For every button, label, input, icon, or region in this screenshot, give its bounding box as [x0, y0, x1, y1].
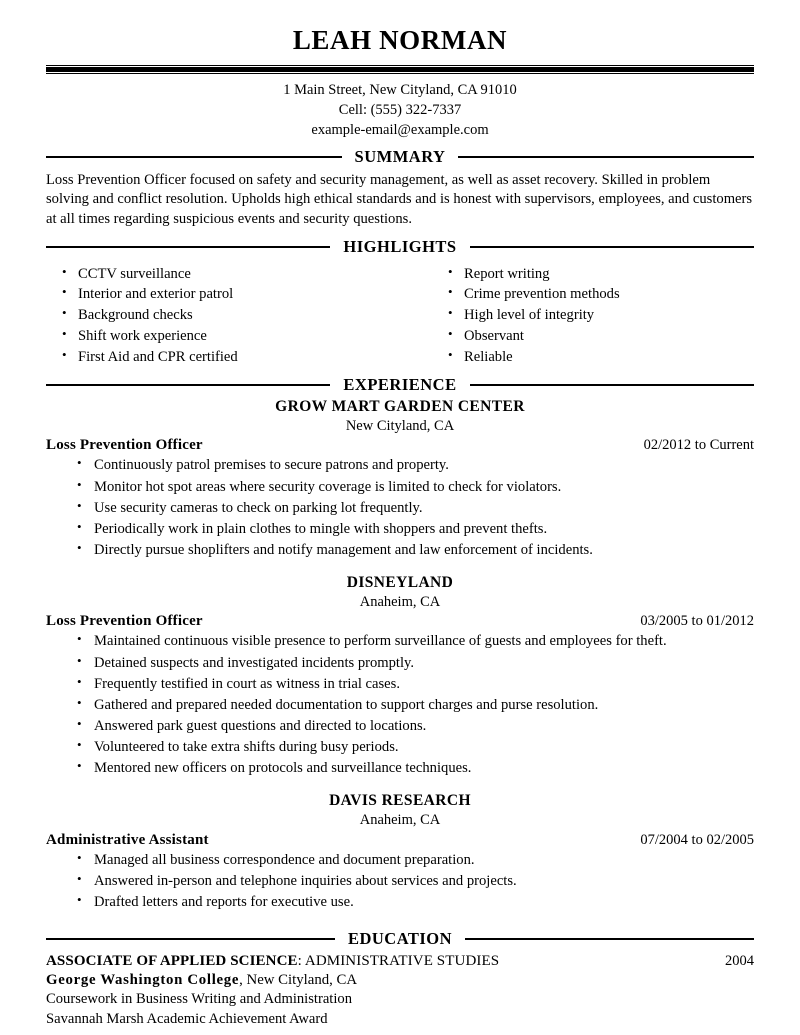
section-rule-left — [46, 938, 335, 940]
header-divider — [46, 65, 754, 74]
duties-list — [46, 850, 754, 913]
highlights-columns — [46, 261, 754, 368]
list-item: • High level of integrity — [432, 305, 754, 326]
section-title-experience: EXPERIENCE — [343, 374, 457, 394]
list-item: • Managed all business correspondence and document preparation. — [46, 850, 754, 871]
job-dates: 03/2005 to 01/2012 — [640, 613, 754, 630]
role-row — [46, 437, 754, 454]
list-item: • CCTV surveillance — [46, 264, 400, 285]
list-item: • Volunteered to take extra shifts during busy periods. — [46, 737, 754, 758]
contact-phone: Cell: (555) 322-7337 — [338, 102, 462, 118]
experience-entry — [46, 574, 754, 779]
employer-location: New Cityland, CA — [345, 417, 455, 434]
section-heading-highlights — [46, 239, 754, 256]
employer-name: DISNEYLAND — [346, 574, 454, 592]
list-item: • Reliable — [432, 347, 754, 368]
highlights-list-left — [46, 264, 400, 368]
section-rule-right — [465, 938, 754, 940]
list-item: • Background checks — [46, 305, 400, 326]
duties-list — [46, 455, 754, 561]
job-title: Administrative Assistant — [46, 831, 209, 848]
role-row — [46, 613, 754, 630]
list-item: • Answered park guest questions and directed to locations. — [46, 716, 754, 737]
school-location: , New Cityland, CA — [239, 971, 358, 988]
list-item: • Answered in-person and telephone inquiries about services and projects. — [46, 871, 754, 892]
list-item: • Use security cameras to check on parking lot frequently. — [46, 498, 754, 519]
highlights-list-right — [432, 264, 754, 368]
highlights-column-right — [400, 264, 754, 368]
section-rule-right — [458, 156, 754, 158]
employer-name: GROW MART GARDEN CENTER — [275, 398, 525, 416]
education-coursework: Coursework in Business Writing and Administration — [46, 990, 353, 1007]
summary-text: Loss Prevention Officer focused on safety and security management, as well as asset recovery. Skilled in problem solving and conflict resolution. Upholds high ethical standards and is honest with supervisors, employees, and customers at all times regarding suspicious events and security questions. — [46, 171, 753, 228]
section-title-highlights: HIGHLIGHTS — [343, 237, 457, 257]
section-rule-right — [470, 384, 754, 386]
role-row — [46, 832, 754, 849]
list-item: • Shift work experience — [46, 326, 400, 347]
education-entry — [46, 953, 754, 1030]
job-title: Loss Prevention Officer — [46, 613, 203, 630]
education-year: 2004 — [725, 952, 754, 969]
education-degree-row — [46, 953, 754, 970]
contact-address: 1 Main Street, New Cityland, CA 91010 — [283, 82, 517, 98]
section-heading-summary — [46, 149, 754, 166]
degree-name: ASSOCIATE OF APPLIED SCIENCE — [46, 952, 298, 969]
section-title-summary: SUMMARY — [354, 147, 446, 166]
list-item: • Report writing — [432, 264, 754, 285]
experience-entry — [46, 398, 754, 561]
list-item: • Detained suspects and investigated incidents promptly. — [46, 653, 754, 674]
list-item: • Directly pursue shoplifters and notify management and law enforcement of incidents. — [46, 540, 754, 561]
job-dates: 07/2004 to 02/2005 — [640, 831, 754, 848]
section-heading-education — [46, 931, 754, 948]
list-item: • Observant — [432, 326, 754, 347]
contact-email: example-email@example.com — [311, 122, 489, 138]
candidate-name: LEAH NORMAN — [292, 25, 508, 55]
list-item: • Maintained continuous visible presence to perform surveillance of guests and employees for theft. — [46, 631, 754, 652]
list-item: • Monitor hot spot areas where security coverage is limited to check for violators. — [46, 477, 754, 498]
spacer — [46, 779, 754, 792]
section-title-education: EDUCATION — [347, 929, 453, 949]
job-title: Loss Prevention Officer — [46, 437, 203, 454]
list-item: • Crime prevention methods — [432, 284, 754, 305]
contact-block — [46, 74, 754, 140]
employer-name: DAVIS RESEARCH — [329, 792, 471, 810]
list-item: • Gathered and prepared needed documentation to support charges and purse resolution. — [46, 695, 754, 716]
list-item: • First Aid and CPR certified — [46, 347, 400, 368]
section-rule-left — [46, 384, 330, 386]
school-name: George Washington College — [46, 971, 240, 988]
list-item: • Frequently testified in court as witness in trial cases. — [46, 674, 754, 695]
degree-major: : ADMINISTRATIVE STUDIES — [297, 952, 500, 969]
spacer — [46, 561, 754, 574]
education-degree — [46, 953, 499, 970]
header-divider-thin-bottom — [46, 73, 754, 74]
education-award: Savannah Marsh Academic Achievement Award — [46, 1010, 328, 1027]
resume-header — [46, 0, 754, 140]
employer-location: Anaheim, CA — [359, 812, 441, 829]
highlights-column-left — [46, 264, 400, 368]
list-item: • Interior and exterior patrol — [46, 284, 400, 305]
duties-list — [46, 631, 754, 779]
section-rule-left — [46, 156, 342, 158]
employer-location: Anaheim, CA — [359, 593, 441, 610]
section-rule-right — [470, 246, 754, 248]
list-item: • Continuously patrol premises to secure patrons and property. — [46, 455, 754, 476]
list-item: • Mentored new officers on protocols and surveillance techniques. — [46, 758, 754, 779]
job-dates: 02/2012 to Current — [643, 437, 754, 454]
header-divider-thin-top — [46, 65, 754, 66]
header-divider-thick — [46, 67, 754, 72]
section-heading-experience — [46, 374, 754, 394]
list-item: • Periodically work in plain clothes to mingle with shoppers and prevent thefts. — [46, 519, 754, 540]
section-rule-left — [46, 246, 330, 248]
education-school-row — [46, 970, 754, 990]
list-item: • Drafted letters and reports for executive use. — [46, 892, 754, 913]
experience-entry — [46, 792, 754, 913]
